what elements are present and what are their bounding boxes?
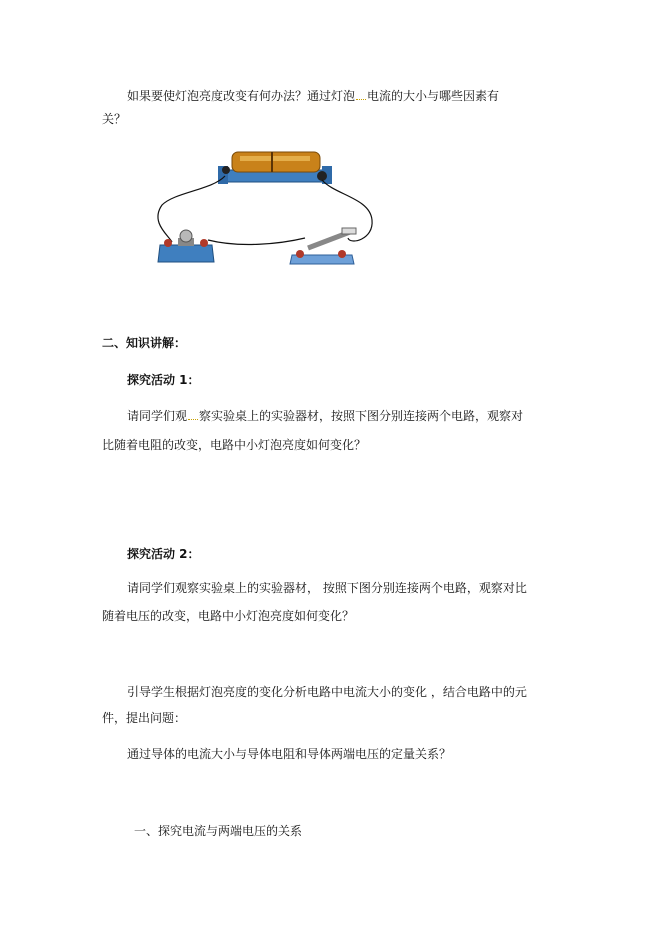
activity1-text-part1: 请同学们观 xyxy=(127,409,188,423)
guide-line2: 件，提出问题： xyxy=(102,711,187,725)
intro-text-part2: 电流的大小与哪些因素有 xyxy=(367,89,500,103)
battery-holder xyxy=(218,152,332,184)
missing-character-mark xyxy=(188,408,198,420)
guide-question: 通过导体的电流大小与导体电阻和导体两端电压的定量关系？ xyxy=(127,747,452,761)
intro-text-part1: 如果要使灯泡亮度改变有何办法？通过灯泡 xyxy=(127,89,356,103)
activity2-title: 探究活动 2： xyxy=(127,547,200,561)
wire-bottom xyxy=(208,238,305,244)
knife-switch xyxy=(290,228,356,264)
activity1-line2: 比随着电阻的改变，电路中小灯泡亮度如何变化？ xyxy=(102,438,367,452)
activity2-line1: 请同学们观察实验桌上的实验器材， 按照下图分别连接两个电路，观察对比 xyxy=(127,581,527,595)
wire-left xyxy=(158,176,225,242)
activity1-title: 探究活动 1： xyxy=(127,373,200,387)
activity1-line1 xyxy=(127,408,523,424)
section-heading: 二、知识讲解： xyxy=(102,336,187,350)
activity1-text-part2: 察实验桌上的实验器材，按照下图分别连接两个电路，观察对 xyxy=(199,409,524,423)
intro-question-line2: 关？ xyxy=(102,112,127,126)
activity2-line2: 随着电压的改变，电路中小灯泡亮度如何变化？ xyxy=(102,609,355,623)
guide-line1: 引导学生根据灯泡亮度的变化分析电路中电流大小的变化 ，结合电路中的元 xyxy=(127,685,527,699)
subsection-heading: 一、探究电流与两端电压的关系 xyxy=(134,824,303,838)
